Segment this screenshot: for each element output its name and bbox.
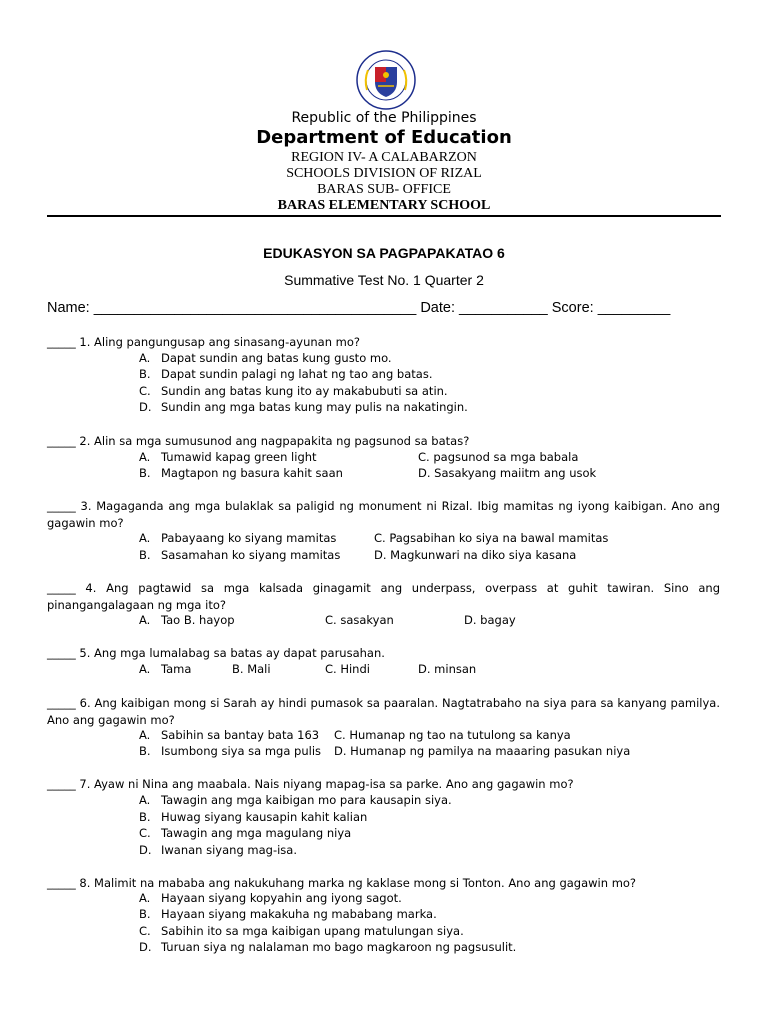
option-d: D. Sundin ang mga batas kung may pulis na nakatingin. [139,400,468,414]
question-1 [47,334,720,351]
deped-seal-icon [351,50,421,110]
option-b: B. Isumbong siya sa mga pulis [139,744,322,758]
division-line: SCHOOLS DIVISION OF RIZAL [286,166,482,181]
option-a: A. Hayaan siyang kopyahin ang iyong sagot. [139,891,402,905]
option-a: A. Pabayaang ko siyang mamitas [139,531,337,545]
question-text: _____ 7. Ayaw ni Nina ang maabala. Nais niyang mapag-isa sa parke. Ano ang gagawin mo? [47,777,574,791]
option-a: A. Tao B. hayop [139,613,235,627]
region-line: REGION IV- A CALABARZON [291,150,477,165]
option-a: A. Dapat sundin ang batas kung gusto mo. [139,351,392,365]
question-6 [47,695,720,728]
option-a: A. Tama [139,662,192,676]
header-divider [47,215,721,217]
question-text: _____ 5. Ang mga lumalabag sa batas ay dapat parusahan. [47,646,385,660]
option-c: C. Hindi [325,662,370,676]
question-text: _____ 6. Ang kaibigan mong si Sarah ay hindi pumasok sa paaralan. Nagtatrabaho na siya para sa kanyang pamilya. Ano ang gagawin mo? [47,696,720,727]
option-b: B. Huwag siyang kausapin kahit kalian [139,810,368,824]
option-b: B. Sasamahan ko siyang mamitas [139,548,341,562]
option-d: D. Magkunwari na diko siya kasana [374,548,577,562]
option-c: C. sasakyan [325,613,394,627]
option-c: C. pagsunod sa mga babala [418,450,579,464]
test-subtitle: Summative Test No. 1 Quarter 2 [284,272,484,288]
question-text: _____ 3. Magaganda ang mga bulaklak sa paligid ng monument ni Rizal. Ibig mamitas ng iyong kaibigan. Ano ang gagawin mo? [47,499,720,530]
option-a: A. Sabihin sa bantay bata 163 [139,728,320,742]
question-text: _____ 8. Malimit na mababa ang nakukuhang marka ng kaklase mong si Tonton. Ano ang gagawin mo? [47,876,637,890]
question-2 [47,433,720,450]
option-a: A. Tumawid kapag green light [139,450,317,464]
school-name: BARAS ELEMENTARY SCHOOL [277,198,491,213]
option-c: C. Pagsabihan ko siya na bawal mamitas [374,531,609,545]
question-7 [47,776,720,793]
question-3 [47,498,720,531]
question-8 [47,875,720,892]
question-4 [47,580,720,613]
option-b: B. Mali [232,662,271,676]
department-name: Department of Education [256,127,512,148]
option-c: C. Humanap ng tao na tutulong sa kanya [334,728,571,742]
option-c: C. Tawagin ang mga magulang niya [139,826,352,840]
question-text: _____ 1. Aling pangungusap ang sinasang-ayunan mo? [47,335,360,349]
option-b: B. Dapat sundin palagi ng lahat ng tao ang batas. [139,367,433,381]
republic-line: Republic of the Philippines [291,110,477,126]
option-d: D. Turuan siya ng nalalaman mo bago magkaroon ng pagsusulit. [139,940,517,954]
option-d: D. Humanap ng pamilya na maaaring pasukan niya [334,744,631,758]
question-text: _____ 2. Alin sa mga sumusunod ang nagpapakita ng pagsunod sa batas? [47,434,470,448]
question-5 [47,645,720,662]
option-d: D. minsan [418,662,477,676]
test-title: EDUKASYON SA PAGPAPAKATAO 6 [263,245,505,261]
option-c: C. Sabihin ito sa mga kaibigan upang matulungan siya. [139,924,464,938]
option-c: C. Sundin ang batas kung ito ay makabubuti sa atin. [139,384,448,398]
option-d: D. Sasakyang maiitm ang usok [418,466,597,480]
option-b: B. Magtapon ng basura kahit saan [139,466,343,480]
option-d: D. Iwanan siyang mag-isa. [139,843,297,857]
option-b: B. Hayaan siyang makakuha ng mababang marka. [139,907,437,921]
question-text: _____ 4. Ang pagtawid sa mga kalsada ginagamit ang underpass, overpass at guhit tawiran. Sino ang pinangangalagaan ng mga ito? [47,581,720,612]
option-d: D. bagay [464,613,516,627]
suboffice-line: BARAS SUB- OFFICE [317,182,451,197]
name-date-score-line: Name: ________________________________________ Date: ___________ Score: _________ [47,300,671,316]
option-a: A. Tawagin ang mga kaibigan mo para kausapin siya. [139,793,452,807]
